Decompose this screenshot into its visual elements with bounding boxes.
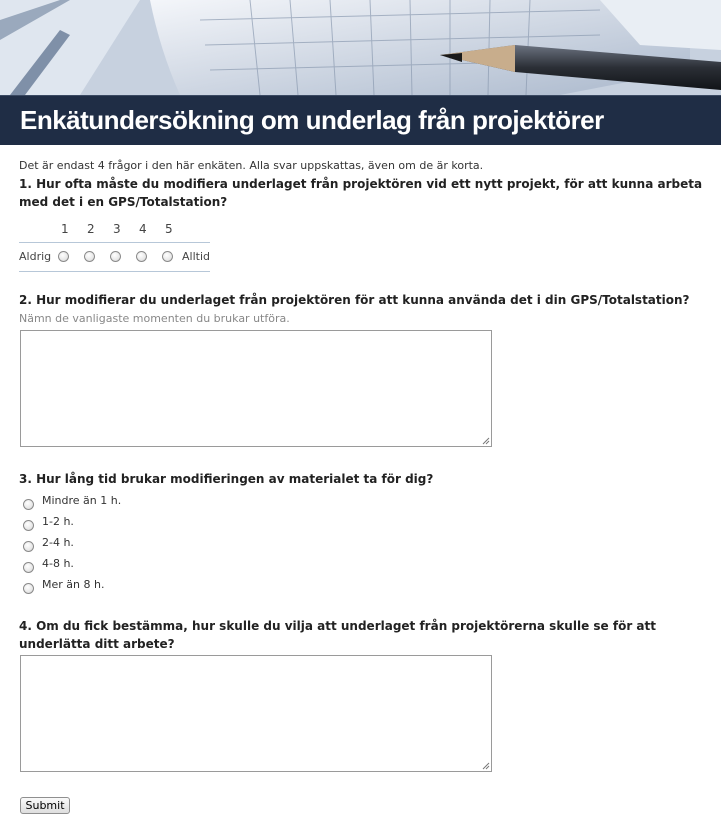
radio-q1-3[interactable]	[110, 251, 121, 262]
question-2-textarea[interactable]	[20, 330, 492, 447]
radio-q1-1[interactable]	[58, 251, 69, 262]
q3-option-label-1: Mindre än 1 h.	[42, 494, 122, 507]
header-banner-image	[0, 0, 721, 95]
question-1-scale	[19, 218, 210, 272]
radio-q3-option-1[interactable]	[23, 499, 34, 510]
scale-label-4: 4	[139, 222, 147, 236]
scale-divider-bottom	[19, 271, 210, 272]
question-2-text: 2. Hur modifierar du underlaget från projektören för att kunna använda det i din GPS/Totalstation?	[19, 293, 690, 307]
radio-q3-option-2[interactable]	[23, 520, 34, 531]
scale-label-1: 1	[61, 222, 69, 236]
radio-q3-option-3[interactable]	[23, 541, 34, 552]
title-bar	[0, 95, 721, 145]
intro-text: Det är endast 4 frågor i den här enkäten. Alla svar uppskattas, även om de är korta.	[19, 159, 484, 172]
question-3-text: 3. Hur lång tid brukar modifieringen av materialet ta för dig?	[19, 472, 434, 486]
radio-q1-5[interactable]	[162, 251, 173, 262]
blueprint-pencil-image	[0, 0, 721, 95]
resize-grip-icon[interactable]	[482, 762, 490, 770]
question-1-text: 1. Hur ofta måste du modifiera underlaget från projektören vid ett nytt projekt, för att kunna arbeta med det i en GPS/Totalstation?	[19, 177, 703, 209]
q3-option-label-3: 2-4 h.	[42, 536, 74, 549]
scale-high-label: Alltid	[182, 250, 210, 263]
question-2-hint: Nämn de vanligaste momenten du brukar utföra.	[19, 312, 290, 325]
q3-option-label-2: 1-2 h.	[42, 515, 74, 528]
question-4-text: 4. Om du fick bestämma, hur skulle du vilja att underlaget från projektörerna skulle se för att underlätta ditt arbete?	[19, 619, 656, 651]
q3-option-label-4: 4-8 h.	[42, 557, 74, 570]
scale-label-5: 5	[165, 222, 173, 236]
submit-button[interactable]: Submit	[20, 797, 70, 814]
scale-label-2: 2	[87, 222, 95, 236]
q3-option-label-5: Mer än 8 h.	[42, 578, 105, 591]
page-title: Enkätundersökning om underlag från projektörer	[20, 105, 604, 135]
scale-low-label: Aldrig	[19, 250, 52, 263]
scale-label-3: 3	[113, 222, 121, 236]
radio-q1-4[interactable]	[136, 251, 147, 262]
radio-q1-2[interactable]	[84, 251, 95, 262]
scale-divider-top	[19, 242, 210, 243]
question-4-textarea[interactable]	[20, 655, 492, 772]
resize-grip-icon[interactable]	[482, 437, 490, 445]
radio-q3-option-5[interactable]	[23, 583, 34, 594]
radio-q3-option-4[interactable]	[23, 562, 34, 573]
